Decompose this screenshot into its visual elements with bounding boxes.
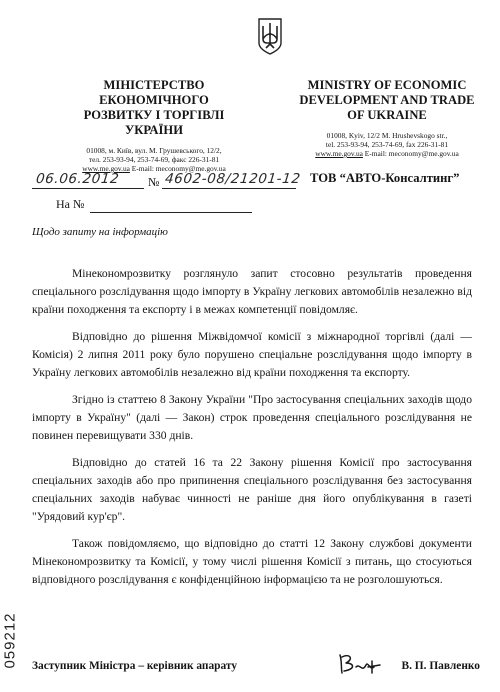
ministry-address-ua: 01008, м. Київ, вул. М. Грушевського, 12/2, тел. 253-93-94, 253-74-69, факс 226-31-81 www.me.gov.ua E-mail: meconomy@me.gov.ua [82, 146, 226, 173]
ministry-name-en: MINISTRY OF ECONOMIC DEVELOPMENT AND TRADE OF UKRAINE [299, 78, 475, 122]
website-link-ua[interactable]: www.me.gov.ua [82, 164, 130, 173]
signatory-name: В. П. Павленко [401, 660, 480, 672]
letter-body [32, 265, 472, 598]
body-paragraph: Також повідомляємо, що відповідно до статті 12 Закону службові документи Мінекономрозвитку та Комісії, у тому числі рішення Комісії з питань, що стосуються відповідного розслідування є конфіденційною інформацією та не розголошуються. [32, 537, 472, 586]
body-paragraph: Мінекономрозвитку розглянуло запит стосовно результатів проведення спеціального розслідування щодо імпорту в Україну легкових автомобілів незалежно від країни походження та експорту і в межах компетенції повідомляє. [32, 267, 472, 316]
document-code-text: 059212 [1, 612, 19, 669]
registration-line [32, 171, 472, 193]
signature-block [32, 657, 484, 679]
body-paragraph: Відповідно до рішення Міжвідомчої комісії з міжнародної торгівлі (далі — Комісія) 2 липня 2011 року було порушено спеціальне розслідування щодо імпорту в Україну легкових автомобілів незалежно від країни походження та експорту. [32, 330, 472, 379]
handwritten-signature-icon [336, 651, 382, 677]
trident-icon [257, 17, 283, 55]
ministry-header-ua [48, 78, 260, 173]
body-paragraph: Згідно із статтею 8 Закону України "Про застосування спеціальних заходів щодо імпорту в Україну" (далі — Закон) строк проведення спеціального розслідування не повинен перевищувати 330 днів. [32, 393, 472, 442]
registration-date: 06.06.2012 [35, 171, 121, 187]
signatory-title: Заступник Міністра – керівник апарату [32, 660, 238, 672]
reference-number-label: На № [56, 197, 85, 211]
number-sign: № [148, 175, 160, 189]
document-code [0, 600, 19, 680]
date-underline [32, 188, 144, 189]
number-underline [162, 188, 296, 189]
letter-subject: Щодо запиту на інформацію [32, 226, 168, 238]
email-ua: E-mail: meconomy@me.gov.ua [131, 164, 226, 173]
ministry-header-en [292, 78, 482, 158]
ministry-address-en: 01008, Kyiv, 12/2 M. Hrushevskogo str., tel. 253-93-94, 253-74-69, fax 226-31-81 www.me.gov.ua E-mail: meconomy@me.gov.ua [315, 131, 459, 158]
reference-number-line [56, 197, 84, 212]
registration-number: 4602-08/21201-12 [164, 171, 302, 187]
body-paragraph: Відповідно до статей 16 та 22 Закону рішення Комісії про застосування спеціальних заходів або про припинення спеціального розслідування без застосування спеціальних заходів набуває чинності не раніше дня його опублікування в газеті "Урядовий кур'єр". [32, 456, 472, 523]
reference-underline [90, 212, 252, 213]
recipient: ТОВ “АВТО-Консалтинг” [310, 171, 460, 185]
website-link-en[interactable]: www.me.gov.ua [315, 149, 363, 158]
email-en: E-mail: meconomy@me.gov.ua [364, 149, 459, 158]
ministry-name-ua: МІНІСТЕРСТВО ЕКОНОМІЧНОГО РОЗВИТКУ І ТОРГІВЛІ УКРАЇНИ [83, 78, 225, 137]
